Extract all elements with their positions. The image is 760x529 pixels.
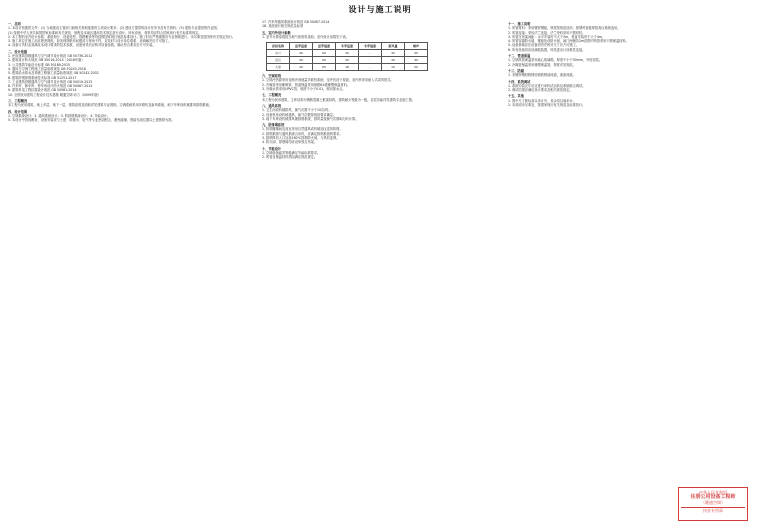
paragraph: 1. 本设计依据的文件：(1) 当地建设主管部门和相关规划批准的立项设计要求；(2) 建设方提供的设计任务书及有关资料；(3) 建筑专业提供的作业图。 <box>8 26 220 31</box>
page-title: 设计与施工说明 <box>348 5 412 14</box>
section-heading: 九、防排烟系统 <box>262 123 285 128</box>
table-cell: 噪声 <box>405 43 428 50</box>
table-cell: 20 <box>336 57 359 64</box>
paragraph: 10. 全国民用建筑工程设计技术措施 暖通空调·动力（2009年版） <box>8 92 101 97</box>
section-heading: 一、总则 <box>8 22 21 26</box>
paragraph: 2. 冷媒管保温采用橡塑保温管，厚度详见规范。 <box>508 62 576 67</box>
table-cell: 18 <box>336 64 359 71</box>
engineer-seal-stamp <box>678 487 748 521</box>
section-heading: 六、空调系统 <box>262 74 282 79</box>
table-cell: 30 <box>382 50 405 57</box>
paragraph: 3. 排烟风机入口处设280℃排烟防火阀，与风机连锁。 <box>262 136 340 141</box>
table-cell: 会议 <box>267 57 290 64</box>
paragraph: 6. 所有设备均应设减振装置，风机进出口设柔性连接。 <box>508 47 586 52</box>
paragraph: 6. 建筑防烟排烟系统技术标准 GB 51251-2017 <box>8 75 77 80</box>
paragraph: 3. 冷凝水管采用UPVC管，坡度不小于0.01，坡向排水点。 <box>262 87 346 92</box>
paragraph: 2. 风管连接：采用法兰连接，法兰垫料采用不燃材料。 <box>508 30 586 35</box>
table-cell: 30 <box>382 57 405 64</box>
table-cell: 房间名称 <box>267 43 290 50</box>
paragraph: (1) 按照中华人民共和国国家标准和有关规范、规程及本地区通用技术规定进行设计，所有设备、材料均应符合国家现行有关标准的规定。 <box>8 30 202 35</box>
paragraph: 2. 本说明未尽事宜，按国家现行有关规范及标准执行。 <box>508 103 586 108</box>
paragraph: 5. 建筑给水排水及采暖工程施工质量验收规范 GB 50242-2002 <box>8 71 99 76</box>
table-cell: 60 <box>313 57 336 64</box>
paragraph: 3. 地下车库设机械排风兼排烟系统，排风量按换气次数6次/时计算。 <box>262 116 359 121</box>
section-heading: 八、通风系统 <box>262 103 282 108</box>
table-row <box>267 57 428 64</box>
table-row <box>267 43 428 50</box>
section-heading: 十二、管道保温 <box>508 54 531 59</box>
paragraph: 1. 非镀锌钢材除锈后刷防锈漆两道，面漆两道。 <box>508 73 576 78</box>
table-row <box>267 64 428 71</box>
paragraph: 18. 其他现行相关规范及标准 <box>262 24 304 29</box>
paragraph: 2. 设备机房设机械通风，换气次数按规范要求确定。 <box>262 112 337 117</box>
stamp-line1: 中华人民共和国 <box>699 490 727 495</box>
paragraph: 4. 设备订货时必须满足本设计要求的技术参数，设备到货后应核对设备参数，确认符合要求后方可安装。 <box>8 43 156 48</box>
section-heading: 二、设计依据 <box>8 49 28 54</box>
paragraph: 3. 施工单位在施工前应熟悉图纸，如发现图纸有问题或与现场不符，应及时与设计单位联系，协商解决后方可施工。 <box>8 39 172 44</box>
paragraph: 7. 工业建筑供暖通风与空气调节设计规范 GB 50019-2015 <box>8 79 93 84</box>
paragraph: 2. 本工程的室内设计参数、系统划分、设备选型、管路敷设等均按照国家现行规范标准设计。施工时应严格遵照各专业图纸进行，未尽事宜按国家有关规定执行。 <box>8 34 236 39</box>
table-cell: - <box>359 50 382 57</box>
paragraph: 2. 风管及保温材料热阻满足规范规定。 <box>262 155 318 160</box>
paragraph: 本工程为民用建筑，主体结构为钢筋混凝土框架结构，建筑耐火等级为一级，各层功能详见建筑专业施工图。 <box>262 97 415 102</box>
paragraph: 17. 汽车库通风系统设计规范 GB 50067-2014 <box>262 20 330 24</box>
section-heading: 五、室内外设计参数 <box>262 30 291 35</box>
table-cell: 办公 <box>267 50 290 57</box>
paragraph: 1. 系统安装完毕后应进行单机试运转及系统联合调试。 <box>508 83 586 88</box>
table-cell: 40 <box>405 57 428 64</box>
text-column-2 <box>262 20 494 523</box>
paragraph: 5. 设备基础应在设备到货并核对尺寸后方可施工。 <box>508 43 579 48</box>
paragraph: 本工程为民用建筑，地上多层，地下一层，建筑高度及面积详见建筑专业图纸。空调系统采用多联机及新风系统，地下车库设机械排风排烟系统。 <box>8 103 212 108</box>
stamp-number: 执业专用章 <box>681 507 745 513</box>
table-cell: 新风量 <box>382 43 405 50</box>
table-cell: 冬季温度 <box>336 43 359 50</box>
text-column-3 <box>508 20 752 523</box>
paragraph: 1. 空调设备能效等级满足节能标准要求。 <box>262 150 321 155</box>
table-cell: 26 <box>290 64 313 71</box>
paragraph: 4. 防火阀、排烟阀均应设单独支吊架。 <box>262 140 318 145</box>
section-heading: 十一、施工说明 <box>508 22 531 26</box>
table-cell: 26 <box>290 50 313 57</box>
section-heading: 十、节能设计 <box>262 146 282 151</box>
paragraph: 1. 空调冷热源采用变制冷剂流量多联机系统，室外机设于屋面，室内机采用嵌入式或风管式。 <box>262 78 394 83</box>
paragraph: 1. 室外计算参数按当地气象资料选取；室内设计参数见下表。 <box>262 34 349 39</box>
section-heading: 四、设计范围 <box>8 109 28 114</box>
paragraph: 2. 冷媒管采用紫铜管，管道保温采用难燃B1级橡塑保温材料。 <box>262 82 350 87</box>
paragraph: 2. 排烟系统与通风系统合用时，应满足排烟系统的要求。 <box>262 131 343 136</box>
table-cell: 大堂 <box>267 64 290 71</box>
table-cell: 60 <box>313 50 336 57</box>
paragraph: 8. 汽车库、修车库、停车场设计防火规范 GB 50067-2014 <box>8 84 93 89</box>
table-cell: - <box>359 64 382 71</box>
table-cell: 26 <box>290 57 313 64</box>
section-heading: 十五、其他 <box>508 94 524 99</box>
table-cell: 冬季湿度 <box>359 43 382 50</box>
paragraph: 3. 公共建筑节能设计标准 GB 50189-2015 <box>8 62 71 67</box>
text-column-1 <box>8 20 248 523</box>
table-cell: 夏季湿度 <box>313 43 336 50</box>
paragraph: 1. 卫生间设机械排风，换气次数不小于10次/时。 <box>262 108 332 113</box>
table-cell: 65 <box>313 64 336 71</box>
paragraph: 1. 民用建筑供暖通风与空气调节设计规范 GB 50736-2012 <box>8 54 93 59</box>
table-cell: 夏季温度 <box>290 43 313 50</box>
paragraph: 4. 通风与空调工程施工质量验收规范 GB 50243-2016 <box>8 66 86 71</box>
paragraph: 1. 空调风管保温采用离心玻璃棉，厚度不小于30mm，外包铝箔。 <box>508 58 603 63</box>
stamp-line3: （暖通空调） <box>701 500 725 505</box>
table-cell: 10 <box>382 64 405 71</box>
paragraph: 3. 风管支吊架间距：水平安装时不大于3m，垂直安装时不大于4m。 <box>508 34 606 39</box>
paragraph: 2. 建筑设计防火规范 GB 50016-2014（2018年版） <box>8 58 85 63</box>
section-heading: 三、工程概况 <box>8 99 28 104</box>
table-cell: 50 <box>405 64 428 71</box>
paragraph: 2. 调试结果应满足设计要求及相关规范规定。 <box>508 88 573 93</box>
table-row <box>267 50 428 57</box>
stamp-line2: 注册公用设备工程师 <box>690 494 736 500</box>
paragraph: 1. 风管材料：采用镀锌钢板，厚度按规范选用；排烟风管板厚按高压系统选用。 <box>508 26 621 31</box>
table-cell: - <box>359 57 382 64</box>
section-heading: 十四、系统调试 <box>508 79 531 84</box>
paragraph: 5. 本设计中管线敷设、设备安装应与土建、给排水、电气等专业密切配合，避免碰撞，预留孔洞位置以土建图纸为准。 <box>8 118 175 123</box>
paragraph: 4. 风管穿越防火墙、楼板处设防火阀，阀门两侧各2m范围内风管采用不燃保温材料。 <box>508 39 629 44</box>
section-heading: 十三、防腐 <box>508 68 524 73</box>
design-parameter-table <box>266 42 428 71</box>
table-cell: 20 <box>336 50 359 57</box>
paragraph: 1. 防烟楼梯间及前室采用自然通风或机械加压送风防烟。 <box>262 127 343 132</box>
paragraph: 1. 空调系统设计；2. 通风系统设计；3. 防排烟系统设计；4. 节能设计。 <box>8 113 111 118</box>
section-heading: 七、工程概况 <box>262 93 282 98</box>
paragraph: 9. 建筑机电工程抗震设计规范 GB 50981-2014 <box>8 88 77 93</box>
table-cell: 45 <box>405 50 428 57</box>
paragraph: 1. 图中尺寸除标高以米计外，其余均以毫米计。 <box>508 98 576 103</box>
